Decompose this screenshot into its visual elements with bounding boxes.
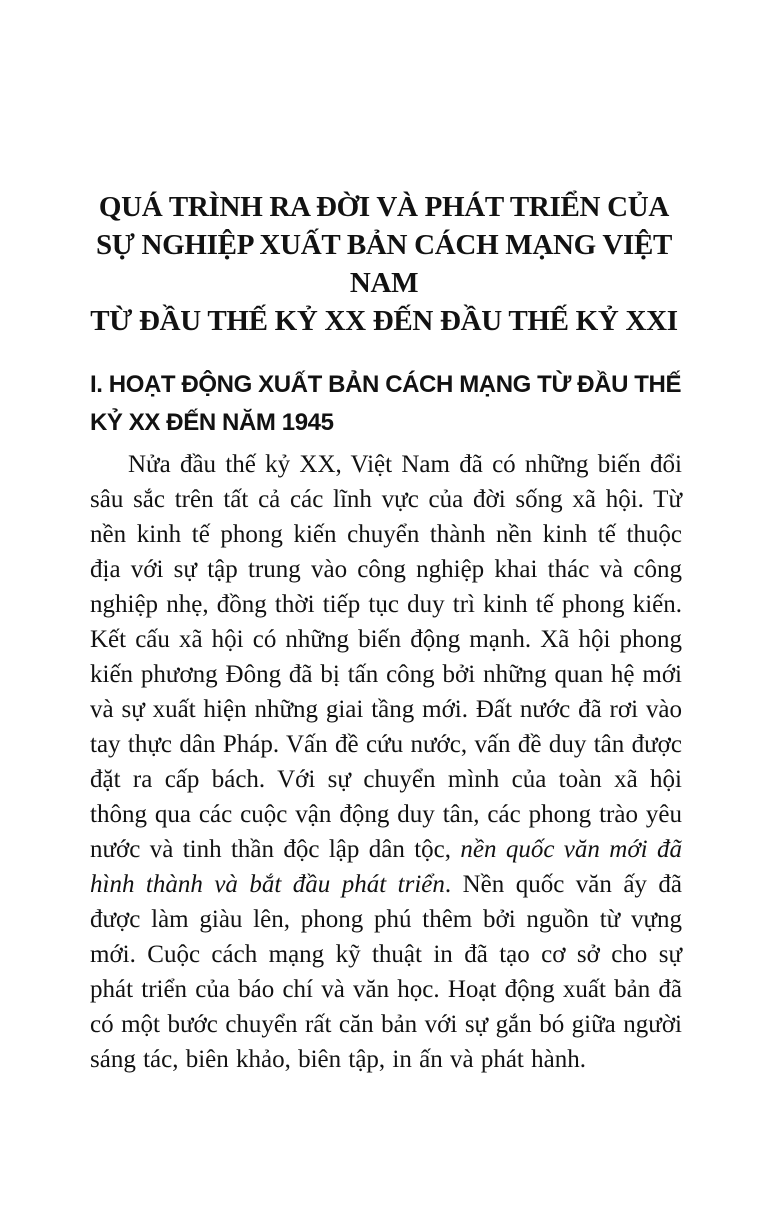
body-text-before-italic: Nửa đầu thế kỷ XX, Việt Nam đã có những biến đổi sâu sắc trên tất cả các lĩnh vực của đời sống xã hội. Từ nền kinh tế phong kiến chuyển thành nền kinh tế thuộc địa với sự tập trung vào công nghiệp khai thác và công nghiệp nhẹ, đồng thời tiếp tục duy trì kinh tế phong kiến. Kết cấu xã hội có những biến động mạnh. Xã hội phong kiến phương Đông đã bị tấn công bởi những quan hệ mới và sự xuất hiện những giai tầng mới. Đất nước đã rơi vào tay thực dân Pháp. Vấn đề cứu nước, vấn đề duy tân được đặt ra cấp bách. Với sự chuyển mình của toàn xã hội thông qua các cuộc vận động duy tân, các phong trào yêu nước và tinh thần độc lập dân tộc, (90, 451, 682, 863)
body-paragraph (90, 447, 682, 1077)
chapter-title (70, 188, 698, 340)
body-text-after-italic: . Nền quốc văn ấy đã được làm giàu lên, phong phú thêm bởi nguồn từ vựng mới. Cuộc cách mạng kỹ thuật in đã tạo cơ sở cho sự phát triển của báo chí và văn học. Hoạt động xuất bản đã có một bước chuyển rất căn bản với sự gắn bó giữa người sáng tác, biên khảo, biên tập, in ấn và phát hành. (90, 871, 682, 1073)
chapter-title-line-1: QUÁ TRÌNH RA ĐỜI VÀ PHÁT TRIỂN CỦA (98, 191, 670, 223)
chapter-title-line-3: TỪ ĐẦU THẾ KỶ XX ĐẾN ĐẦU THẾ KỶ XXI (90, 305, 678, 337)
section-heading: I. HOẠT ĐỘNG XUẤT BẢN CÁCH MẠNG TỪ ĐẦU THẾ KỶ XX ĐẾN NĂM 1945 (90, 371, 682, 436)
chapter-title-line-2: SỰ NGHIỆP XUẤT BẢN CÁCH MẠNG VIỆT NAM (95, 229, 673, 299)
body-text-italic-phrase: nền quốc văn mới đã hình thành và bắt đầu phát triển (90, 836, 682, 898)
